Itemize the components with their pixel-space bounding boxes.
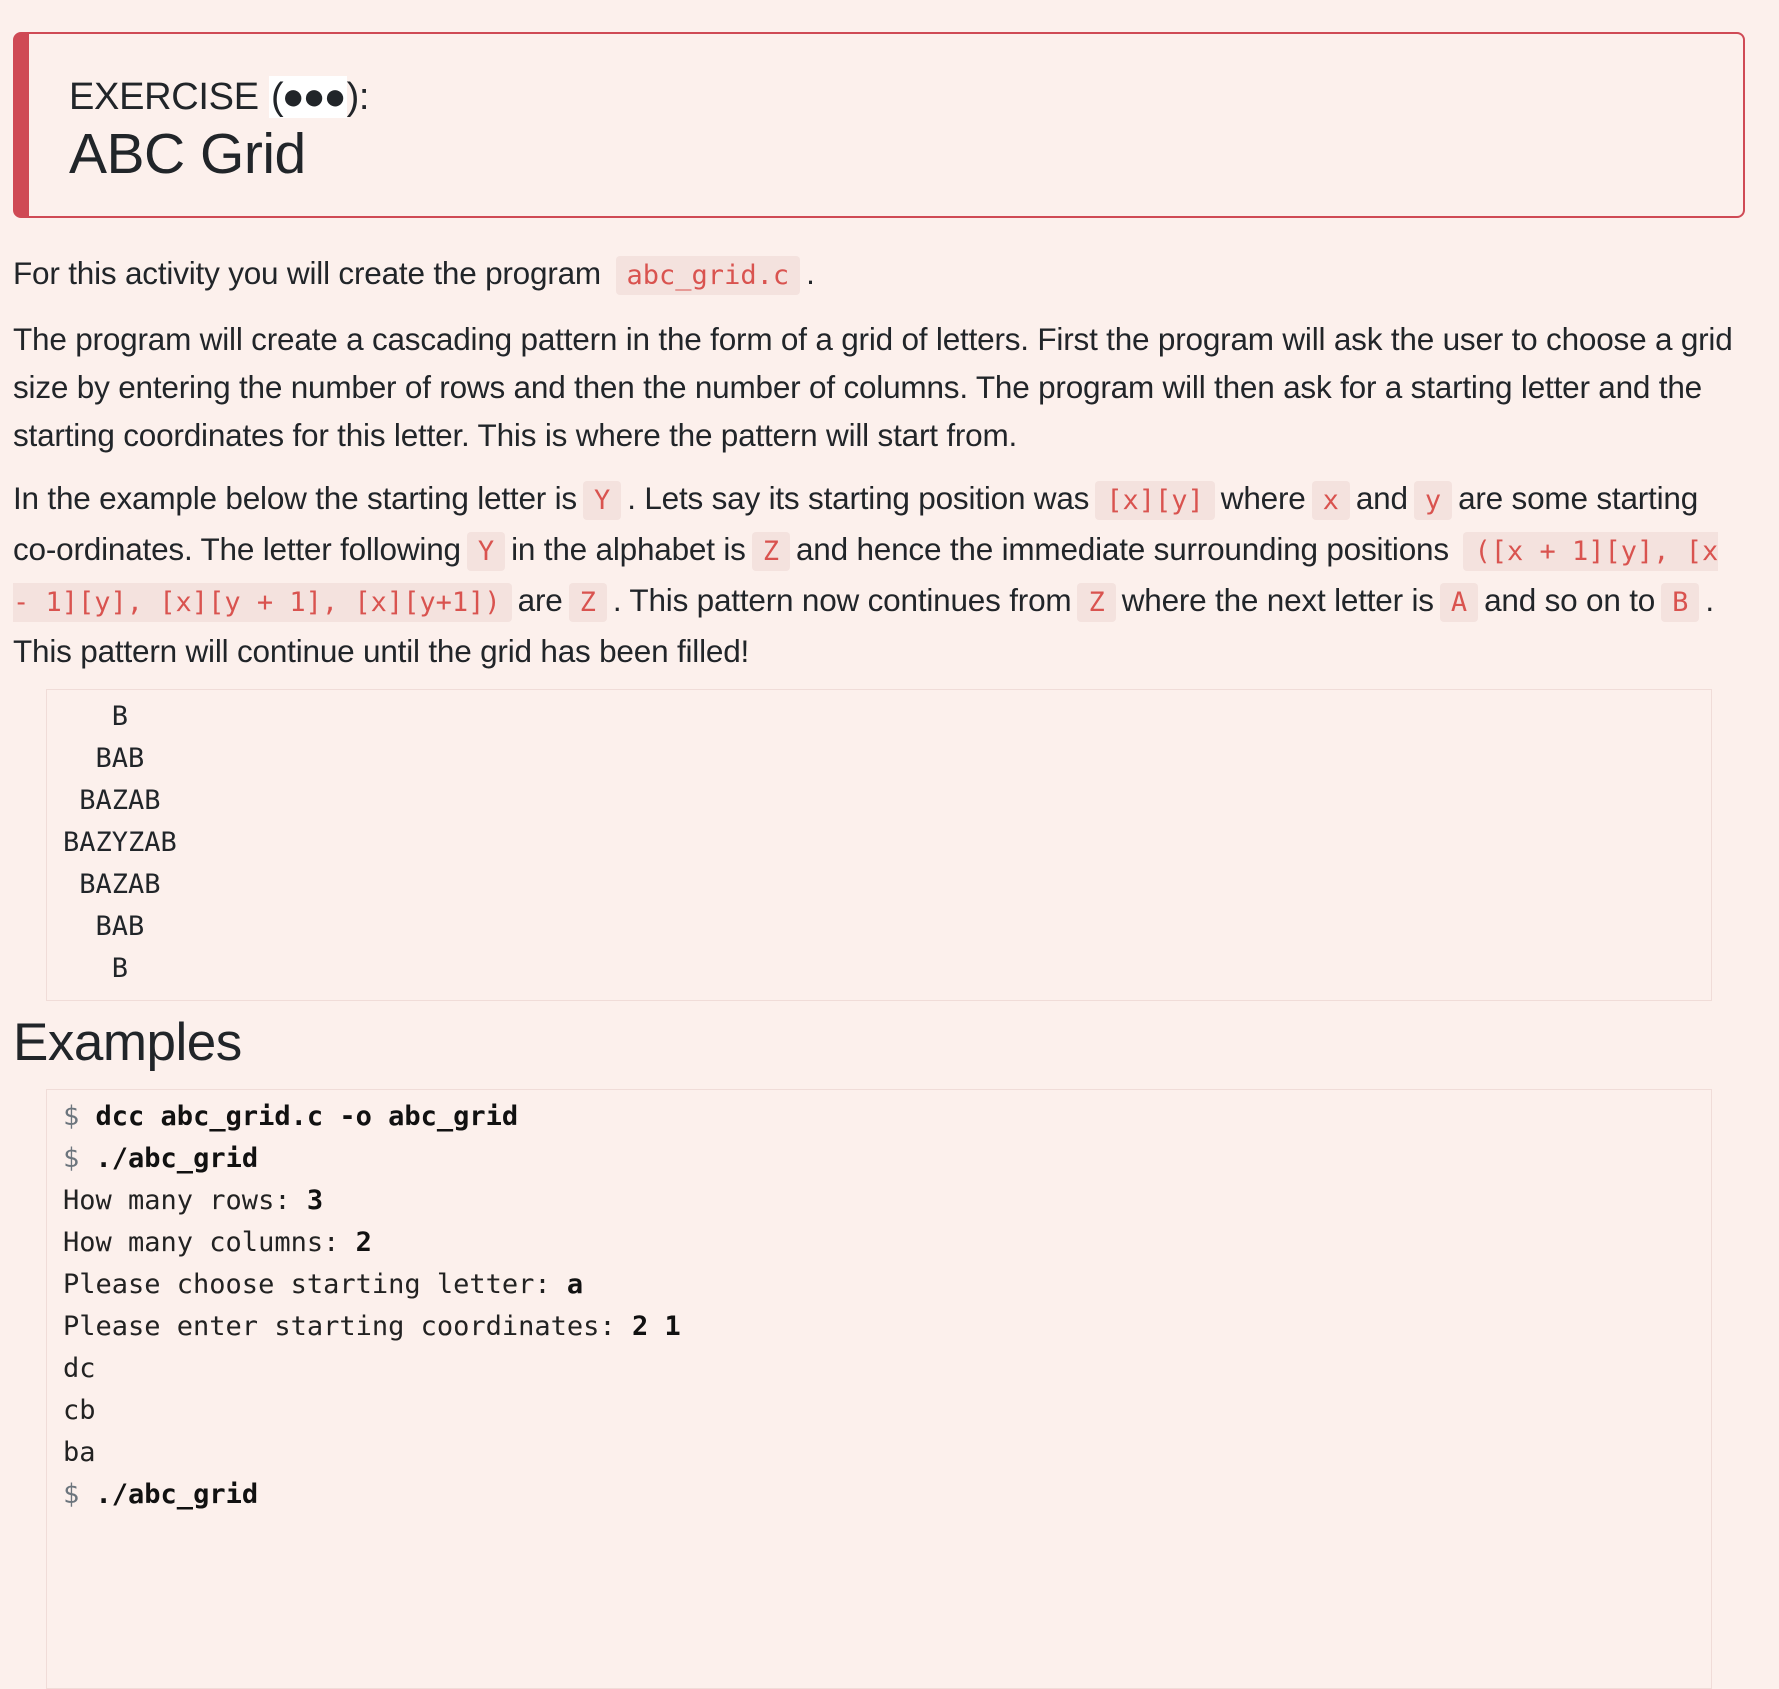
examples-heading: Examples: [13, 1013, 242, 1072]
program-output: Please choose starting letter:: [63, 1269, 567, 1300]
pattern-line: BAZAB: [63, 869, 161, 900]
shell-command: dcc abc_grid.c -o abc_grid: [95, 1101, 519, 1132]
terminal-line: [63, 1474, 1711, 1516]
pattern-line: BAB: [63, 911, 145, 942]
exercise-label-line: [69, 74, 1743, 120]
explanation-text: where: [1220, 480, 1306, 516]
explanation-text: and so on to: [1484, 582, 1656, 618]
explanation-text: . This pattern will continue until the grid has been filled!: [13, 582, 1714, 669]
example-explanation-paragraph: [13, 474, 1745, 675]
description-paragraph: The program will create a cascading pattern in the form of a grid of letters. First the program will ask the user to choose a grid size by entering the number of rows and then the number of columns. The program will then ask for a starting letter and the starting coordinates for this letter. This is where the pattern will start from.: [13, 321, 1733, 453]
inline-code: Y: [467, 532, 505, 571]
inline-code: x: [1312, 481, 1350, 520]
exercise-title: ABC Grid: [69, 122, 306, 186]
exercise-label: EXERCISE: [69, 76, 259, 118]
program-output: dc: [63, 1353, 96, 1384]
explanation-text: . Lets say its starting position was: [627, 480, 1090, 516]
shell-prompt: $: [63, 1101, 80, 1132]
program-output: ba: [63, 1437, 96, 1468]
terminal-line: [63, 1222, 1711, 1264]
intro-paragraph: [13, 249, 1745, 300]
inline-code: Z: [569, 583, 607, 622]
user-input: 2: [355, 1227, 372, 1258]
shell-command: ./abc_grid: [95, 1143, 259, 1174]
inline-code: Y: [583, 481, 621, 520]
pattern-lines: [63, 696, 1711, 990]
user-input: 3: [306, 1185, 324, 1216]
explanation-text: are: [517, 582, 563, 618]
user-input: a: [566, 1269, 584, 1300]
explanation-text: In the example below the starting letter is: [13, 480, 577, 516]
user-input: 2 1: [631, 1311, 681, 1342]
inline-code: ([x + 1][y], [x - 1][y], [x][y + 1], [x][y+1]): [13, 532, 1718, 622]
intro-period: .: [806, 255, 815, 291]
explanation-text: . This pattern now continues from: [612, 582, 1072, 618]
pattern-code-block: [46, 689, 1712, 1001]
explanation-text: and: [1355, 480, 1408, 516]
inline-code: Z: [752, 532, 790, 571]
terminal-line: [63, 1264, 1711, 1306]
terminal-line: [63, 1138, 1711, 1180]
shell-command: ./abc_grid: [95, 1479, 259, 1510]
terminal-example-block: [46, 1089, 1712, 1689]
explanation-text: are some starting co-ordinates. The letter following: [13, 480, 1699, 567]
difficulty-dots-icon: ●●●: [281, 76, 345, 118]
difficulty-close-paren: ):: [346, 76, 370, 118]
terminal-output: [63, 1096, 1711, 1516]
pattern-line: BAZAB: [63, 785, 161, 816]
exercise-page: [13, 32, 1745, 1689]
exercise-header-box: [13, 32, 1745, 218]
terminal-line: [63, 1096, 1711, 1138]
terminal-line: [63, 1432, 1711, 1474]
filename-code: abc_grid.c: [616, 256, 801, 295]
program-output: How many rows:: [63, 1185, 307, 1216]
inline-code: A: [1440, 583, 1478, 622]
pattern-line: BAB: [63, 743, 145, 774]
terminal-line: [63, 1390, 1711, 1432]
inline-code: y: [1414, 481, 1452, 520]
explanation-text: where the next letter is: [1121, 582, 1434, 618]
difficulty-rating: [269, 76, 347, 118]
shell-prompt: $: [63, 1479, 80, 1510]
explanation-text: and hence the immediate surrounding positions: [795, 531, 1449, 567]
program-output: cb: [63, 1395, 96, 1426]
difficulty-open-paren: (: [271, 76, 282, 118]
program-output: Please enter starting coordinates:: [63, 1311, 632, 1342]
inline-code: B: [1661, 583, 1699, 622]
inline-code: [x][y]: [1095, 481, 1215, 520]
terminal-line: [63, 1180, 1711, 1222]
pattern-line: BAZYZAB: [63, 827, 177, 858]
intro-text: For this activity you will create the program: [13, 255, 601, 291]
shell-prompt: $: [63, 1143, 80, 1174]
program-output: How many columns:: [63, 1227, 356, 1258]
terminal-line: [63, 1348, 1711, 1390]
pattern-line: B: [63, 953, 129, 984]
explanation-text: in the alphabet is: [511, 531, 746, 567]
inline-code: Z: [1077, 583, 1115, 622]
pattern-line: B: [63, 701, 129, 732]
terminal-line: [63, 1306, 1711, 1348]
